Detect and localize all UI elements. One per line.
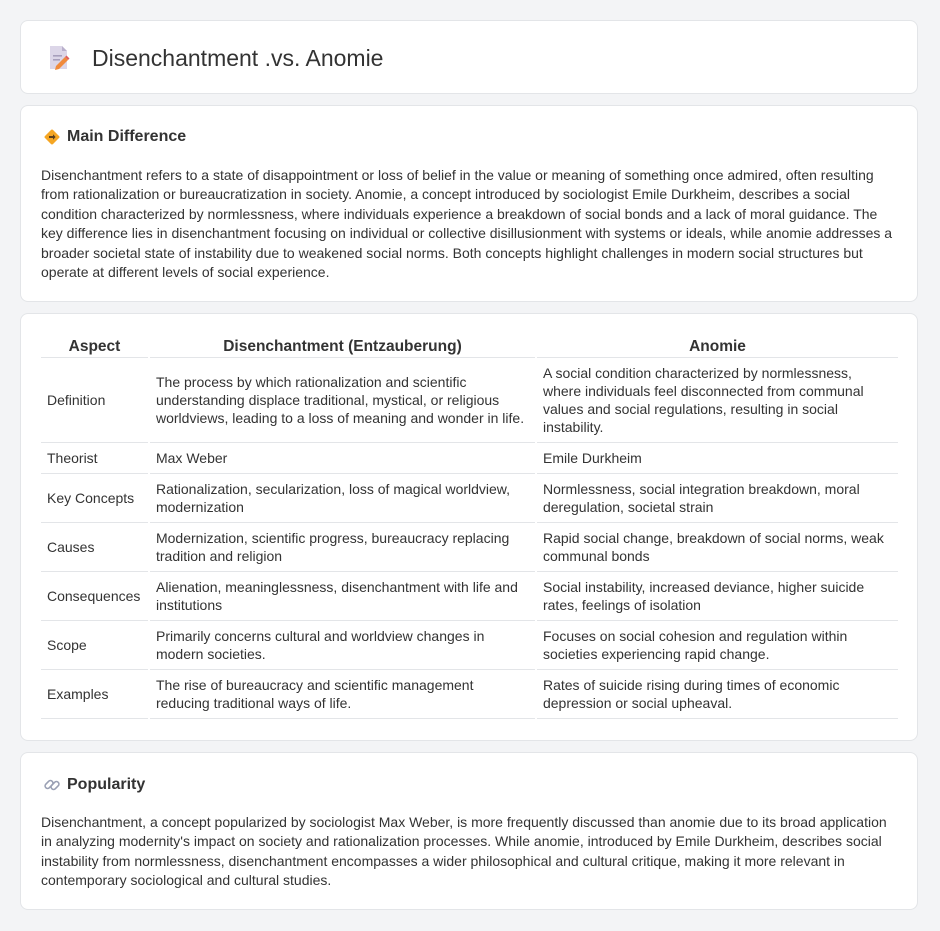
row-anomie: Social instability, increased deviance, higher suicide rates, feelings of isolation: [536, 572, 898, 621]
main-difference-text: Disenchantment refers to a state of disappointment or loss of belief in the value or meaning of something once admired, often resulting from rationalization or bureaucratization in society. Anomie, a concept introduced by sociologist Emile Durkheim, describes a social condition characterized by normlessness, where individuals experience a breakdown of social bonds and a lack of moral guidance. The key difference lies in disenchantment focusing on individual or collective disillusionment with systems or ideals, while anomie addresses a broader societal state of instability due to weakened social norms. Both concepts highlight challenges in modern social structures but operate at different levels of social experience.: [41, 167, 893, 281]
link-icon: [43, 776, 61, 794]
table-header-row: [41, 335, 898, 358]
row-disenchantment: The process by which rationalization and scientific understanding displace traditional, mystical, or religious worldviews, leading to a loss of meaning and wonder in life.: [149, 358, 536, 443]
header-anomie: Anomie: [536, 335, 898, 358]
popularity-heading: Popularity: [67, 776, 146, 793]
row-disenchantment: Primarily concerns cultural and worldview changes in modern societies.: [149, 621, 536, 670]
table-row: [41, 523, 898, 572]
table-row: [41, 358, 898, 443]
document-pencil-icon: [47, 45, 71, 71]
row-disenchantment: Max Weber: [149, 443, 536, 474]
comparison-table-card: [20, 313, 918, 741]
row-disenchantment: Alienation, meaninglessness, disenchantment with life and institutions: [149, 572, 536, 621]
row-anomie: A social condition characterized by normlessness, where individuals feel disconnected from communal values and social regulations, resulting in social instability.: [536, 358, 898, 443]
main-difference-header: [43, 127, 186, 147]
row-aspect: Definition: [41, 358, 149, 443]
title-card: [20, 20, 918, 94]
main-difference-heading: Main Difference: [67, 128, 187, 145]
row-anomie: Rates of suicide rising during times of economic depression or social upheaval.: [536, 670, 898, 719]
header-disenchantment: Disenchantment (Entzauberung): [149, 335, 536, 358]
row-aspect: Scope: [41, 621, 149, 670]
row-aspect: Theorist: [41, 443, 149, 474]
main-difference-card: [20, 105, 918, 302]
popularity-header: [43, 775, 145, 795]
row-anomie: Normlessness, social integration breakdown, moral deregulation, societal strain: [536, 474, 898, 523]
row-aspect: Key Concepts: [41, 474, 149, 523]
header-aspect: Aspect: [41, 335, 149, 358]
row-anomie: Rapid social change, breakdown of social norms, weak communal bonds: [536, 523, 898, 572]
popularity-text: Disenchantment, a concept popularized by sociologist Max Weber, is more frequently discussed than anomie due to its broad application in analyzing modernity's impact on society and rationalization processes. While anomie, introduced by Emile Durkheim, describes social instability from normlessness, disenchantment encompasses a wider philosophical and cultural critique, making it more relevant in contemporary sociological and cultural studies.: [41, 814, 887, 889]
row-disenchantment: Modernization, scientific progress, bureaucracy replacing tradition and religion: [149, 523, 536, 572]
row-aspect: Consequences: [41, 572, 149, 621]
row-anomie: Emile Durkheim: [536, 443, 898, 474]
page-title: Disenchantment .vs. Anomie: [92, 45, 384, 71]
table-row: [41, 670, 898, 719]
row-anomie: Focuses on social cohesion and regulation within societies experiencing rapid change.: [536, 621, 898, 670]
row-disenchantment: The rise of bureaucracy and scientific management reducing traditional ways of life.: [149, 670, 536, 719]
comparison-table: [41, 335, 898, 719]
table-row: [41, 443, 898, 474]
table-row: [41, 621, 898, 670]
row-aspect: Examples: [41, 670, 149, 719]
row-aspect: Causes: [41, 523, 149, 572]
diamond-signpost-icon: [43, 128, 61, 146]
table-row: [41, 474, 898, 523]
table-row: [41, 572, 898, 621]
row-disenchantment: Rationalization, secularization, loss of magical worldview, modernization: [149, 474, 536, 523]
popularity-card: [20, 752, 918, 910]
